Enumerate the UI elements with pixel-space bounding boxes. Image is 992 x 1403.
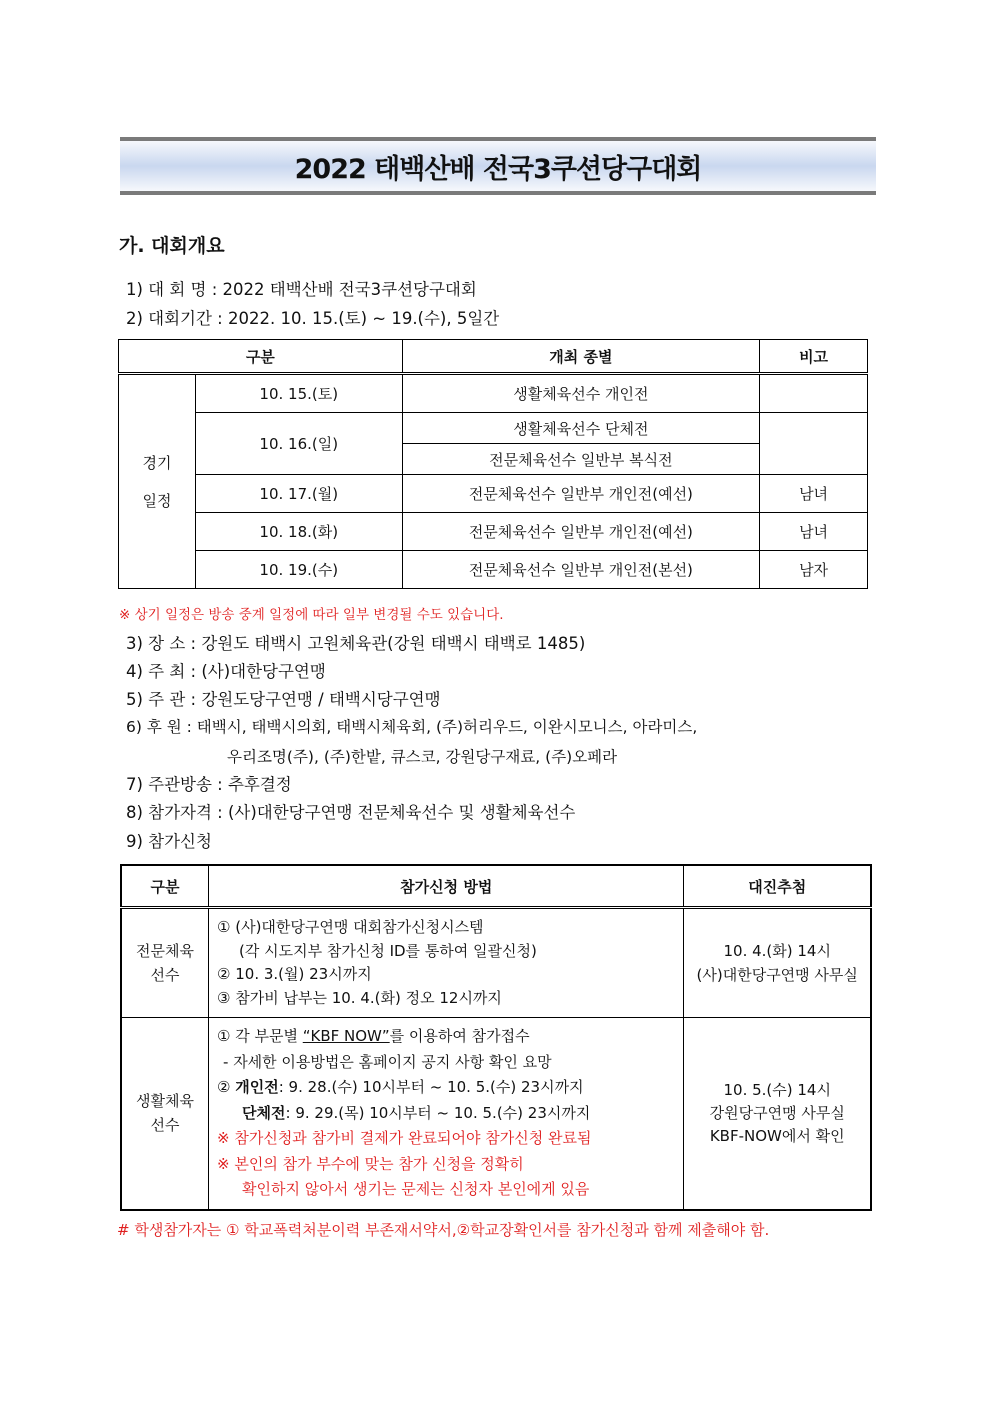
apply-draw-amateur (684, 1018, 871, 1210)
team-period: : 9. 29.(목) 10시부터 ~ 10. 5.(수) 23시까지 (285, 1103, 591, 1122)
schedule-event: 전문체육선수 일반부 복식전 (402, 444, 759, 475)
schedule-header-event: 개최 종별 (402, 340, 759, 374)
pro-method-1: ① (사)대한당구연맹 대회참가신청시스템 (217, 918, 484, 936)
group-label-line2: 일정 (142, 491, 172, 510)
info-line-organizer: 5) 주 관 : 강원도당구연맹 / 태백시당구연맹 (126, 690, 441, 709)
amateur-method-2: - 자세한 이용방법은 홈페이지 공지 사항 확인 요망 (223, 1052, 552, 1071)
student-requirement-note: # 학생참가자는 ① 학교폭력처분이력 부존재서약서,②학교장확인서를 참가신청과 함께 제출해야 함. (117, 1221, 770, 1239)
amateur-draw-place: 강원당구연맹 사무실 (709, 1103, 845, 1122)
kbf-now-link[interactable]: “KBF NOW” (302, 1027, 390, 1045)
pro-label-2: 선수 (150, 966, 180, 984)
pro-method-3: ② 10. 3.(월) 23시까지 (217, 965, 372, 983)
amateur-label-2: 선수 (150, 1116, 180, 1135)
title-banner (120, 137, 876, 195)
apply-header-method: 참가신청 방법 (209, 865, 684, 908)
info-line-event-name: 1) 대 회 명 : 2022 태백산배 전국3쿠션당구대회 (126, 280, 477, 299)
schedule-event: 전문체육선수 일반부 개인전(예선) (402, 475, 759, 513)
apply-method-pro (209, 908, 684, 1018)
document-title: 2022 태백산배 전국3쿠션당구대회 (294, 153, 702, 185)
schedule-date: 10. 15.(토) (195, 374, 402, 413)
amateur-method-1 (217, 1024, 675, 1050)
apply-header-draw: 대진추첨 (684, 865, 871, 908)
amateur-warning-3: 확인하지 않아서 생기는 문제는 신청자 본인에게 있음 (242, 1180, 590, 1198)
amateur-draw-time: 10. 5.(수) 14시 (723, 1080, 831, 1099)
schedule-group-label (119, 374, 196, 589)
individual-period: : 9. 28.(수) 10시부터 ~ 10. 5.(수) 23시까지 (278, 1078, 584, 1096)
schedule-header-division: 구분 (119, 340, 403, 374)
schedule-date: 10. 18.(화) (195, 513, 402, 551)
apply-draw-pro (684, 908, 871, 1018)
info-line-period: 2) 대회기간 : 2022. 10. 15.(토) ~ 19.(수), 5일간 (126, 309, 500, 328)
amateur-method-1a: ① 각 부문별 (217, 1027, 303, 1045)
amateur-draw-check: KBF-NOW에서 확인 (709, 1126, 845, 1145)
apply-division-pro (121, 908, 209, 1018)
schedule-note (760, 413, 868, 475)
schedule-event: 생활체육선수 개인전 (402, 374, 759, 413)
schedule-date: 10. 17.(월) (195, 475, 402, 513)
amateur-method-3a: ② (217, 1078, 236, 1096)
apply-header-division: 구분 (121, 865, 209, 908)
pro-label-1: 전문체육 (136, 942, 194, 960)
individual-label: 개인전 (235, 1078, 279, 1096)
info-line-eligibility: 8) 참가자격 : (사)대한당구연맹 전문체육선수 및 생활체육선수 (126, 803, 576, 822)
application-table (120, 864, 872, 1211)
amateur-warning-1: ※ 참가신청과 참가비 결제가 완료되어야 참가신청 완료됨 (217, 1129, 592, 1147)
amateur-method-1c: 를 이용하여 참가접수 (389, 1027, 530, 1045)
amateur-method-3 (217, 1075, 675, 1101)
info-line-venue: 3) 장 소 : 강원도 태백시 고원체육관(강원 태백시 태백로 1485) (126, 634, 586, 653)
schedule-note (760, 374, 868, 413)
schedule-date: 10. 16.(일) (195, 413, 402, 475)
schedule-event: 전문체육선수 일반부 개인전(본선) (402, 551, 759, 589)
schedule-note: 남자 (760, 551, 868, 589)
info-line-sponsors: 6) 후 원 : 태백시, 태백시의회, 태백시체육회, (주)허리우드, 이완시모니스, 아라미스, (126, 718, 698, 736)
amateur-method-4 (217, 1101, 675, 1127)
schedule-date: 10. 19.(수) (195, 551, 402, 589)
apply-method-amateur (209, 1018, 684, 1210)
info-line-application: 9) 참가신청 (126, 832, 212, 851)
schedule-event: 전문체육선수 일반부 개인전(예선) (402, 513, 759, 551)
amateur-warning-2: ※ 본인의 참가 부수에 맞는 참가 신청을 정확히 (217, 1154, 524, 1173)
pro-method-2: (각 시도지부 참가신청 ID를 통하여 일괄신청) (239, 941, 537, 960)
pro-method-4: ③ 참가비 납부는 10. 4.(화) 정오 12시까지 (217, 988, 502, 1007)
schedule-event: 생활체육선수 단체전 (402, 413, 759, 444)
pro-draw-place: (사)대한당구연맹 사무실 (696, 966, 858, 984)
pro-draw-time: 10. 4.(화) 14시 (723, 942, 831, 960)
info-line-broadcast: 7) 주관방송 : 추후결정 (126, 775, 292, 794)
schedule-table (118, 339, 868, 589)
schedule-note: 남녀 (760, 513, 868, 551)
amateur-label-1: 생활체육 (136, 1092, 194, 1111)
section-heading: 가. 대회개요 (119, 235, 225, 257)
team-label: 단체전 (242, 1103, 286, 1122)
info-line-host: 4) 주 최 : (사)대한당구연맹 (126, 662, 326, 681)
group-label-line1: 경기 (142, 453, 172, 472)
schedule-note: 남녀 (760, 475, 868, 513)
schedule-change-note: ※ 상기 일정은 방송 중계 일정에 따라 일부 변경될 수도 있습니다. (119, 607, 504, 623)
schedule-header-note: 비고 (760, 340, 868, 374)
apply-division-amateur (121, 1018, 209, 1210)
info-line-sponsors-cont: 우리조명(주), (주)한밭, 큐스코, 강원당구재료, (주)오페라 (227, 748, 618, 766)
